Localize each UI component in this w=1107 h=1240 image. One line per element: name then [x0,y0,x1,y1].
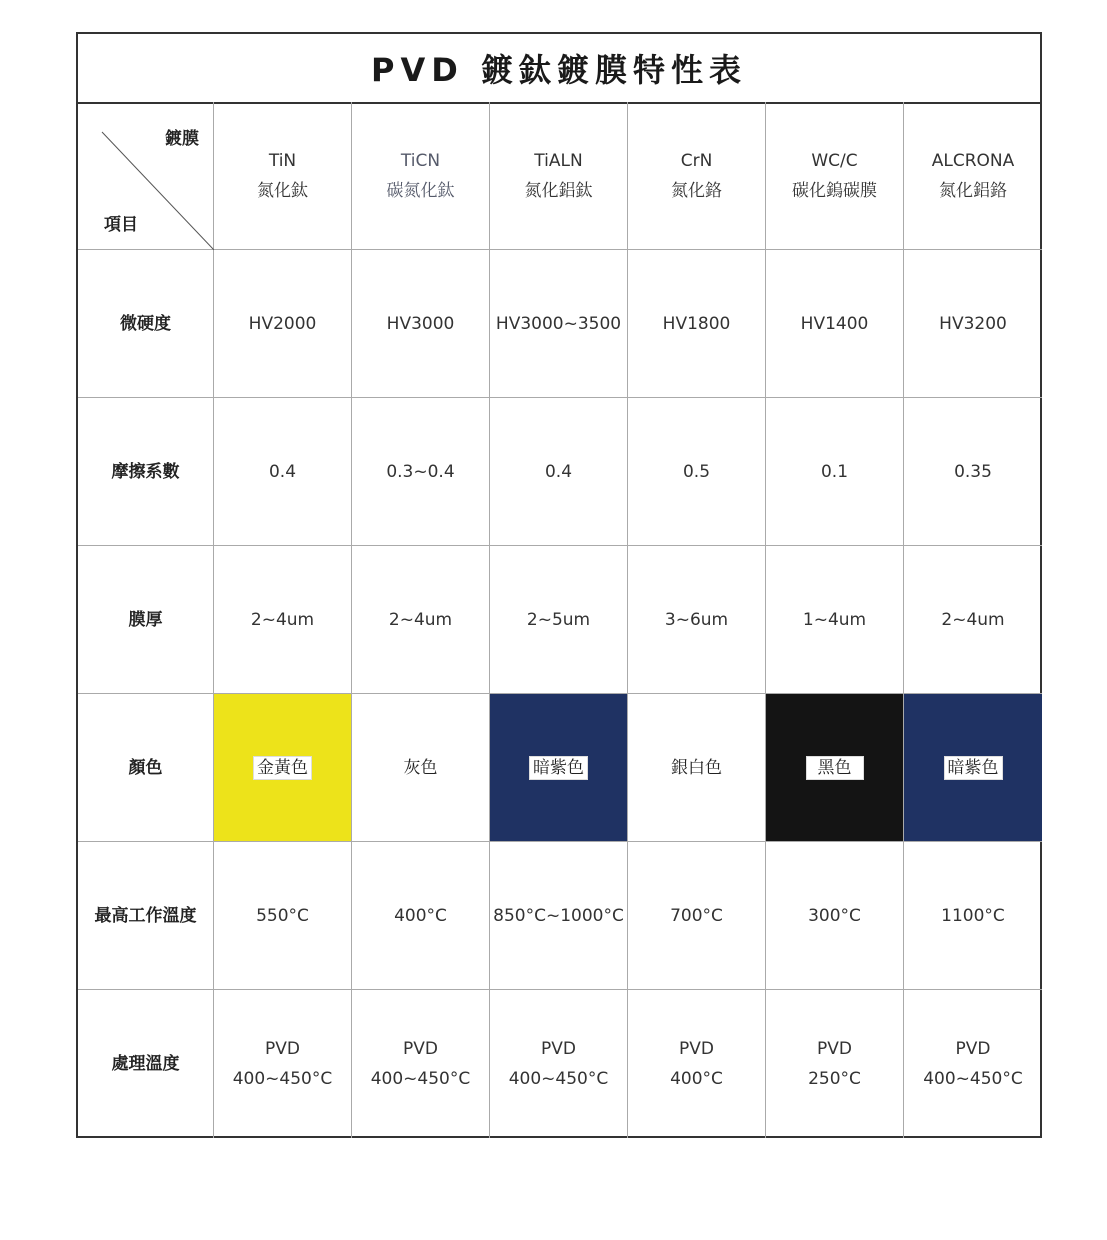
coating-code: ALCRONA [931,150,1015,171]
process-method: PVD [265,1039,300,1059]
friction-value: 0.35 [904,398,1042,546]
row-label-process-temp: 處理溫度 [78,990,214,1138]
row-label-color: 顏色 [78,694,214,842]
process-temp-cell [904,990,1042,1138]
color-name: 灰色 [403,757,438,778]
color-swatch-cell [214,694,352,842]
color-name: 暗紫色 [529,756,588,780]
coating-code: CrN [680,150,713,171]
process-temp-value: 250°C [808,1069,861,1089]
max-temp-value: 1100°C [904,842,1042,990]
color-name: 銀白色 [671,757,722,778]
coating-header-label: 鍍膜 [165,129,199,149]
coating-name: 氮化鋁鈦 [524,180,593,201]
friction-value: 0.3~0.4 [352,398,490,546]
thickness-value: 2~5um [490,546,628,694]
row-label-max-temp: 最高工作溫度 [78,842,214,990]
coating-name: 氮化鉻 [671,180,722,201]
hardness-value: HV3200 [904,250,1042,398]
property-table-sheet [76,32,1042,1138]
max-temp-value: 850°C~1000°C [490,842,628,990]
process-temp-value: 400~450°C [508,1069,609,1089]
coating-code: TiN [268,150,297,171]
color-swatch-cell [628,694,766,842]
color-swatch-cell [352,694,490,842]
coating-code: TiALN [534,150,583,171]
process-temp-cell [490,990,628,1138]
row-label-friction: 摩擦系數 [78,398,214,546]
table-title: PVD 鍍鈦鍍膜特性表 [78,34,1040,104]
max-temp-value: 300°C [766,842,904,990]
hardness-value: HV1800 [628,250,766,398]
row-label-thickness: 膜厚 [78,546,214,694]
process-method: PVD [817,1039,852,1059]
coating-code: TiCN [400,150,441,171]
friction-value: 0.4 [490,398,628,546]
thickness-value: 2~4um [352,546,490,694]
process-temp-cell [628,990,766,1138]
color-name: 金黃色 [253,756,312,780]
coating-name: 氮化鋁鉻 [939,180,1007,201]
friction-value: 0.4 [214,398,352,546]
process-method: PVD [679,1039,714,1059]
hardness-value: HV3000~3500 [490,250,628,398]
coating-header-crn [628,102,766,250]
thickness-value: 2~4um [904,546,1042,694]
coating-header-ticn [352,102,490,250]
max-temp-value: 400°C [352,842,490,990]
process-temp-value: 400~450°C [232,1069,333,1089]
process-temp-cell [214,990,352,1138]
process-temp-cell [766,990,904,1138]
coating-name: 氮化鈦 [257,180,308,201]
color-name: 暗紫色 [944,756,1003,780]
coating-header-tialn [490,102,628,250]
hardness-value: HV3000 [352,250,490,398]
process-temp-cell [352,990,490,1138]
process-temp-value: 400~450°C [370,1069,471,1089]
color-swatch-cell [766,694,904,842]
coating-code: WC/C [811,150,858,171]
max-temp-value: 550°C [214,842,352,990]
coating-header-wcc [766,102,904,250]
coating-header-alcrona [904,102,1042,250]
friction-value: 0.5 [628,398,766,546]
item-header-label: 項目 [104,215,138,235]
color-swatch-cell [490,694,628,842]
row-label-hardness: 微硬度 [78,250,214,398]
process-method: PVD [403,1039,438,1059]
process-method: PVD [541,1039,576,1059]
thickness-value: 1~4um [766,546,904,694]
friction-value: 0.1 [766,398,904,546]
process-method: PVD [955,1039,991,1059]
coating-header-tin [214,102,352,250]
coating-name: 碳化鎢碳膜 [792,180,877,201]
thickness-value: 2~4um [214,546,352,694]
process-temp-value: 400°C [670,1069,723,1089]
coating-name: 碳氮化鈦 [386,180,455,201]
hardness-value: HV1400 [766,250,904,398]
color-name: 黑色 [806,756,864,780]
property-grid [78,102,1042,1138]
thickness-value: 3~6um [628,546,766,694]
hardness-value: HV2000 [214,250,352,398]
corner-header-cell [78,102,214,250]
process-temp-value: 400~450°C [923,1069,1023,1089]
max-temp-value: 700°C [628,842,766,990]
color-swatch-cell [904,694,1042,842]
